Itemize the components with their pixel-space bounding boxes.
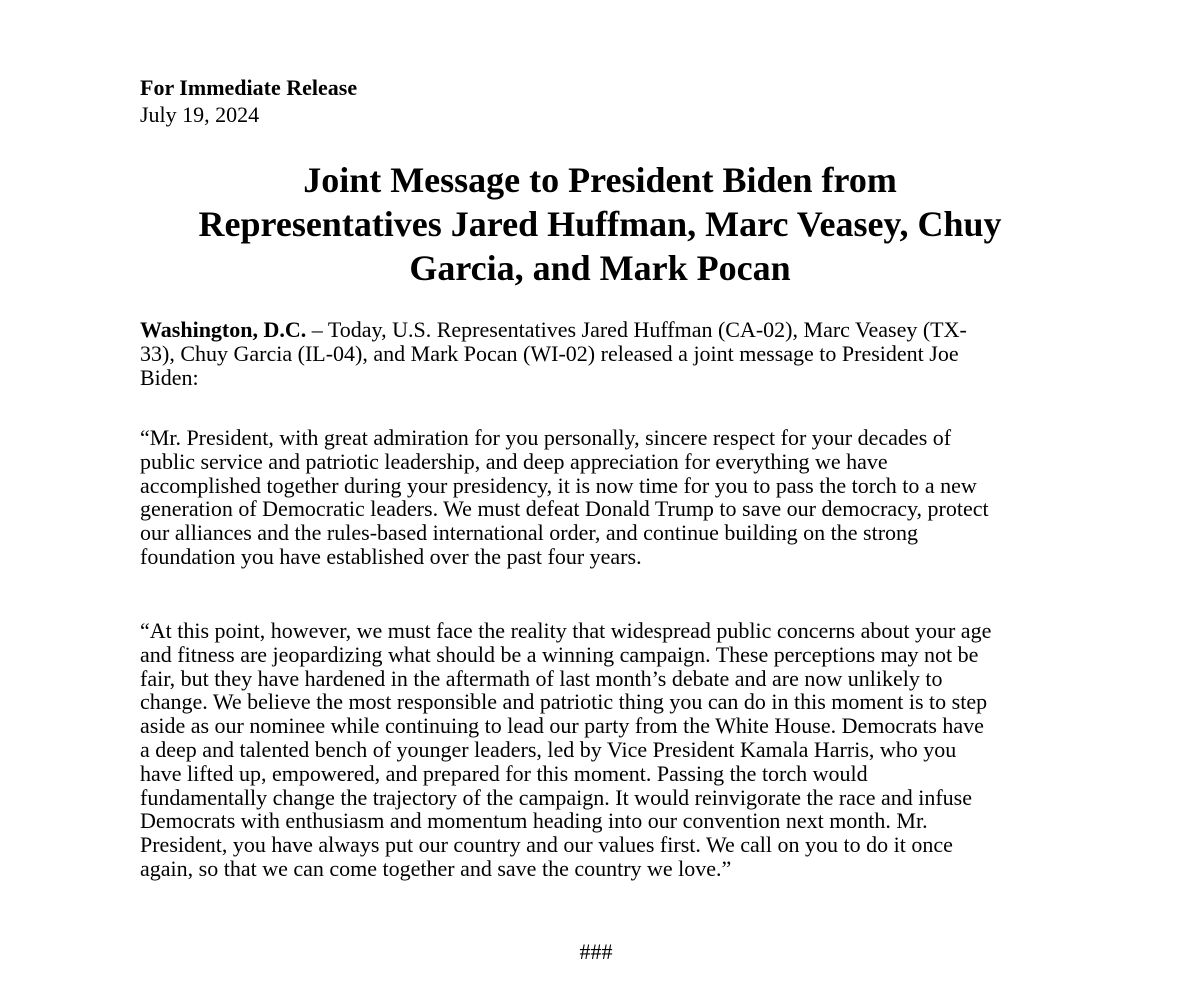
paragraph-line: have lifted up, empowered, and prepared for this moment. Passing the torch would <box>140 760 868 786</box>
paragraph-line: generation of Democratic leaders. We must defeat Donald Trump to save our democracy, protect <box>140 496 989 522</box>
paragraph-line: Democrats with enthusiasm and momentum heading into our convention next month. Mr. <box>140 808 928 834</box>
headline-line: Representatives Jared Huffman, Marc Veasey, Chuy <box>198 204 1002 244</box>
headline-line: Joint Message to President Biden from <box>303 160 897 200</box>
paragraph-line: foundation you have established over the past four years. <box>140 543 642 569</box>
paragraph-line: a deep and talented bench of younger leaders, led by Vice President Kamala Harris, who you <box>140 736 957 762</box>
paragraph-line: change. We believe the most responsible and patriotic thing you can do in this moment is to step <box>140 689 988 715</box>
paragraph-line <box>140 318 1080 342</box>
headline-line: Garcia, and Mark Pocan <box>409 248 791 288</box>
paragraph-line: “Mr. President, with great admiration for you personally, sincere respect for your decades of <box>140 425 952 450</box>
paragraph-line: again, so that we can come together and save the country we love.” <box>140 855 732 881</box>
paragraph-line: fundamentally change the trajectory of the campaign. It would reinvigorate the race and infuse <box>140 784 972 810</box>
paragraph-line: “At this point, however, we must face the reality that widespread public concerns about your age <box>140 618 992 643</box>
dateline: Washington, D.C. <box>140 317 307 342</box>
paragraph-line: aside as our nominee while continuing to lead our party from the White House. Democrats have <box>140 713 984 739</box>
release-label: For Immediate Release <box>140 75 358 100</box>
paragraph-line: and fitness are jeopardizing what should be a winning campaign. These perceptions may not be <box>140 641 979 667</box>
paragraph-line: fair, but they have hardened in the aftermath of last month’s debate and are now unlikely to <box>140 665 943 691</box>
release-date: July 19, 2024 <box>140 102 260 127</box>
quote-paragraph-2 <box>140 619 1080 881</box>
headline <box>120 158 1080 290</box>
end-mark: ### <box>579 939 613 964</box>
quote-paragraph-1 <box>140 426 1080 569</box>
paragraph-line: Biden: <box>140 364 199 390</box>
intro-text: – Today, U.S. Representatives Jared Huffman (CA-02), Marc Veasey (TX- <box>306 317 967 342</box>
intro-paragraph <box>140 318 1080 389</box>
paragraph-line: accomplished together during your presidency, it is now time for you to pass the torch to a new <box>140 472 977 498</box>
paragraph-line: public service and patriotic leadership, and deep appreciation for everything we have <box>140 448 888 474</box>
paragraph-line: President, you have always put our country and our values first. We call on you to do it once <box>140 832 953 858</box>
paragraph-line: our alliances and the rules-based international order, and continue building on the strong <box>140 520 919 546</box>
paragraph-line: 33), Chuy Garcia (IL-04), and Mark Pocan (WI-02) released a joint message to President Joe <box>140 340 959 366</box>
